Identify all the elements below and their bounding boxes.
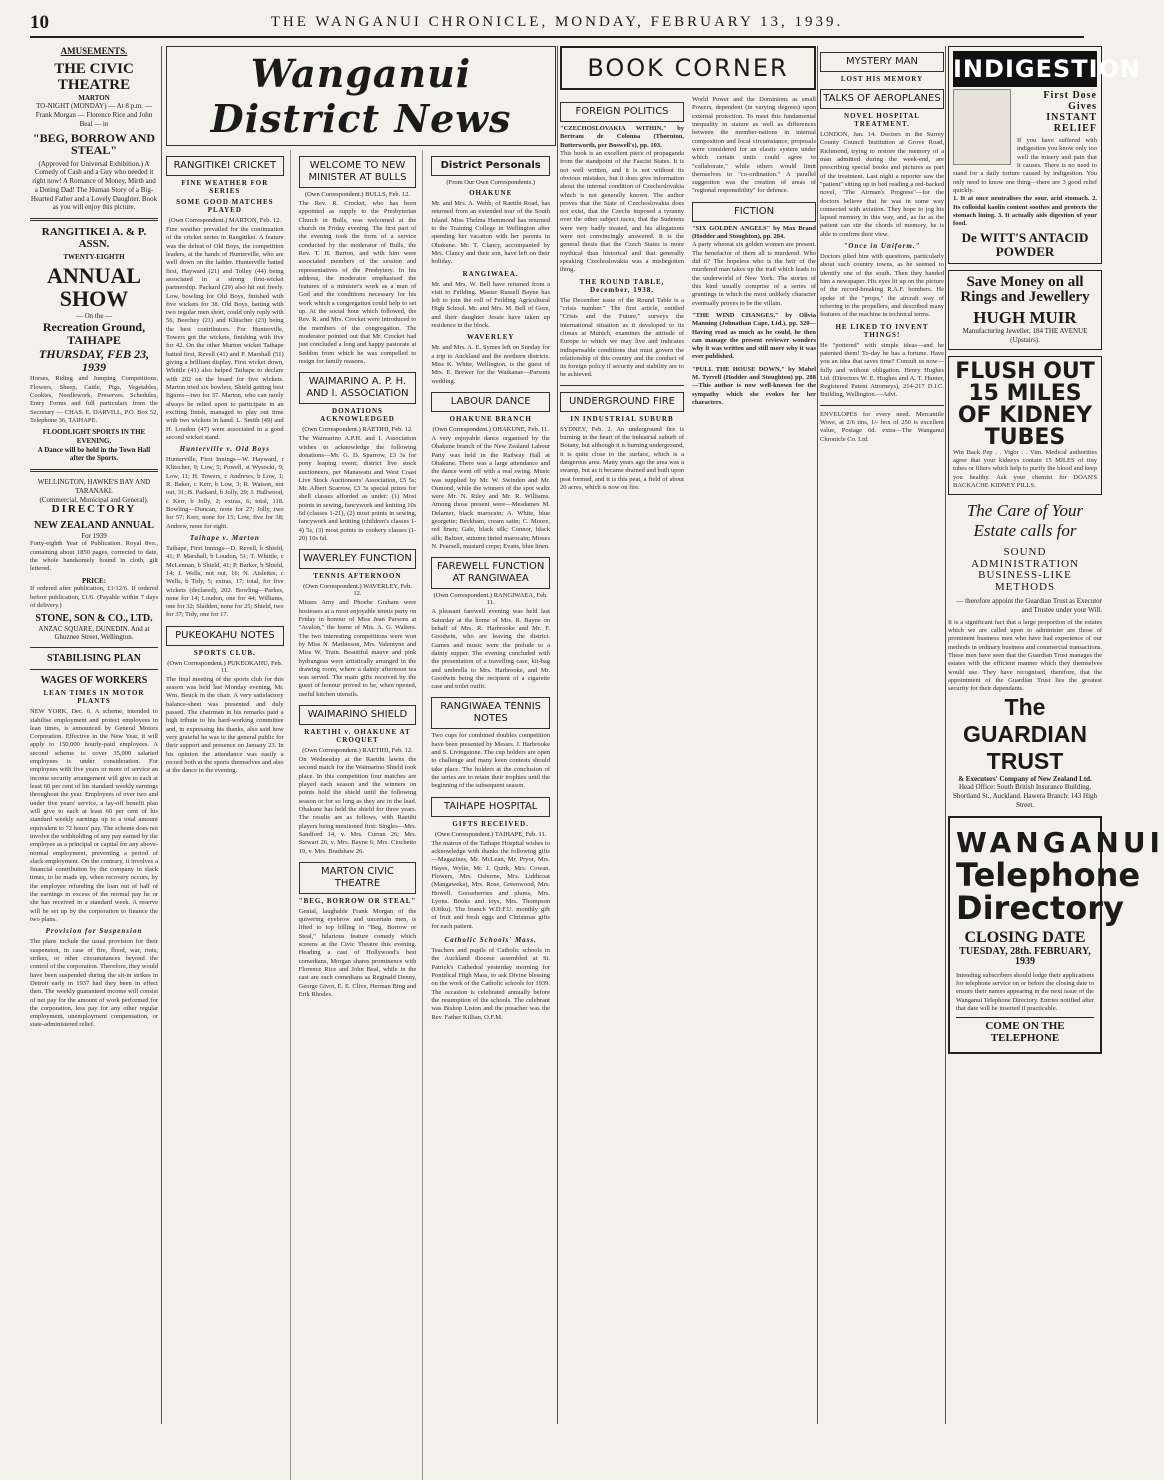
article-subheading: GIFTS RECEIVED. <box>452 819 529 828</box>
article-body: The December issue of the Round Table is a "crisis number." The first article, entitled "Crisis and the Future," surveys the international situation as it developed to its climax at Munich, examines the attitude of Europe to which we may live and indicates indispensable conditions that must govern the relationship of this country and the conduct of its foreign policy if security and stability are to be achieved. <box>560 296 684 379</box>
article-byline: (Own Correspondent.) RAETIHI, Feb. 12. <box>302 747 413 755</box>
wages-subheading: LEAN TIMES IN MOTOR PLANTS <box>43 689 145 706</box>
article-body: World Power and the Dominions as small Powers, dependent (in varying degrees) upon external protection. To meet this fundamental inequality in stature as well as differences between the member-nations in internal composition and local circumstance, proposals were considered for an elastic system under which certain units could agree to "collaborate," while others would limit themselves to "co-ordination." A parallel suggestion was the creation of areas of "regional responsibility" for defence. <box>692 96 816 195</box>
indigestion-body: If you have suffered with indigestion you know only too well the misery and pain that it causes. There is no need to stand for a daily torture caused by indigestion. You only need to know one thing—there are 3 good relief quickly. <box>953 137 1097 194</box>
stabilising-plan-heading: STABILISING PLAN <box>46 653 141 665</box>
scores-heading: Hunterville v. Old Boys <box>179 445 271 454</box>
kidney-advert <box>948 356 1102 496</box>
telephone-directory-title: Telephone Directory <box>956 855 1141 928</box>
wages-heading: WAGES OF WORKERS <box>40 675 148 687</box>
article-body: The final meeting of the sports club for this season was held last Monday evening, Mr. Wm. Beuck in the chair. A very satisfactory balance-sheet was presented and duly passed. The chairman in his remarks paid a high tribute to his hard-working committee and, in expressing his thanks, also said how very grateful he was to the general public for their support and presence on January 23. In his opinion the attendance was easily a record both at the sports themselves and also at the dance in the evening. <box>166 675 284 775</box>
article-heading: RANGITIKEI CRICKET <box>166 156 284 176</box>
indigestion-title: INDIGESTION <box>953 51 1097 87</box>
article-byline: (Own Correspondent.) PUKEOKAHU, Feb. 11. <box>167 659 283 674</box>
article-byline: (Own Correspondent.) OHAKUNE, Feb. 11. <box>432 425 549 433</box>
annual-show-title: ANNUAL SHOW <box>46 263 142 312</box>
article-subheading: RAETIHI v. OHAKUNE AT CROQUET <box>304 728 411 745</box>
show-venue: Recreation Ground, TAIHAPE <box>42 319 146 347</box>
annual-title: NEW ZEALAND ANNUAL <box>34 520 154 532</box>
article-subheading: SOME GOOD MATCHES PLAYED <box>176 198 274 214</box>
envelopes-advert: ENVELOPES for every need. Mercantile Wove, at 2/6 tins, 1/- box of 250 is excellent value, Postage 6d. extra—The Wanganui Chronicle Co. Ltd. <box>820 410 944 443</box>
district-news-section <box>166 46 556 1424</box>
article-byline: (Own Correspondent.) TAIHAPE, Feb. 11. <box>434 830 547 838</box>
article-body: LONDON, Jan. 14. Doctors in the Surrey County Council Institution at Grove Road, Richmond, trying to restore the memory of a man admitted during the week-end, are prescribing special books and pictures as part of the treatment. Last night a reporter saw the "patient" sitting up in bed reading a red-backed novel, "The Airman's Progress"—for the doctors believe that he was in some way connected with aviation. They hope to jog his lapsed memory in this way, and, as far as the patient can stir the chords of memory, he is able to confirm their view. <box>820 131 944 238</box>
article-subheading: DONATIONS ACKNOWLEDGED <box>320 407 395 424</box>
divider <box>30 647 158 648</box>
article-heading: WELCOME TO NEW MINISTER AT BULLS <box>299 156 417 188</box>
book-corner-left <box>560 96 684 1276</box>
book-corner-section <box>560 46 816 1424</box>
article-heading: WAIMARINO SHIELD <box>299 705 417 725</box>
article-body: A pleasant farewell evening was held last Saturday at the home of Mrs. R. Bayne on behalf of Mrs. R. Harbrooke and Mr. F. Goodwin, who are leaving the district. Games and music were the prelude to a dainty supper. The evening concluded with the presentation of a travelling case, kit-bag and umbrella to Mrs. Harbrooke, and Mr. Goodwin being the recipient of a cigarette case and toilet outfit. <box>431 608 550 691</box>
hugh-muir-brand: HUGH MUIR <box>973 308 1077 328</box>
wanganui-title: WANGANUI <box>956 825 1164 859</box>
article-heading: Catholic Schools' Mass. <box>444 936 537 945</box>
article-subheading: TENNIS AFTERNOON <box>313 572 402 581</box>
article-body: On Wednesday at the Raetihi lawns the second match for the Waimarino Shield took place. In this competition four matches are played each season and the winners on points hold the shield until the following season or for so long as they are in the lead. Ohakune has held the shield for three years. The results are as follows, with Raetihi players being mentioned first: Singles—Mrs. Sandford 14, v. Mrs. Curran 26; Mrs. Stewart 26, v. Mrs. Bayne 6; Mrs. Ciochetto 19, v. Mrs. Bradshaw 26. <box>298 756 417 855</box>
guardian-trust-subtitle: & Executors' Company of New Zealand Ltd. <box>958 774 1092 783</box>
guardian-trust-title: The GUARDIAN TRUST <box>963 693 1087 774</box>
article-byline: (Own Correspondent.) WAVERLEY, Feb. 12. <box>303 583 412 598</box>
article-heading: UNDERGROUND FIRE <box>560 392 684 412</box>
book-title: THE ROUND TABLE, December, 1938. <box>579 277 665 294</box>
article-body: Misses Amy and Phoebe Graham were hostesses at a most enjoyable tennis party on Friday in honour of Miss Jean Parsons at "Avalon," the home of Mrs. A. G. Walters. The two interesting competitions were won by Miss N. Mathieson, Mrs. Valentyne and Miss W. Train. Beautiful mauve and pink hydrangeas were artistically arranged in the drawing room, where a dainty afternoon tea was served. The main gifts received by the guest of honour proved to be, when opened, useful kitchen utensils. <box>298 599 417 698</box>
save-money-headline: Save Money on all Rings and Jewellery <box>960 273 1090 306</box>
article-body: Teachers and pupils of Catholic schools in the Auckland diocese assembled at St. Patrick's Cathedral yesterday morning for Pontifical High Mass, to ask Divine blessing on the work of the Catholic schools for 1939. The occasion is celebrated annually before the resumption of the schools. The celebrant was Bishop Liston and the preacher was the Rev. Father Killian, O.F.M. <box>431 947 550 1021</box>
book-title: "PULL THE HOUSE DOWN," by Mabel M. Tyrrell (Hodder and Stoughton) pp. 288—This author is now well-known for the sympathy which she evokes for her characters. <box>692 365 816 406</box>
article-body: The matron of the Taihape Hospital wishes to acknowledge with thanks the following gifts—Magazines, Mr. McLean, Mr. Pryor, Mrs. Hayes, Wylie, Mr. J. Quirk, Mrs. Cowan. Flowers, Mrs. Osborne, Mrs. Liddicoat (Mangaweka), Mrs. Rose, Greenwood, Mrs. Howell. Gooseberries and plums, Mrs. Lyons. Books and toys, Mrs. Thompson (Utiku). The branch W.D.F.U. monthly gift of fruit and fresh eggs and Christmas gifts for each patient. <box>431 839 550 930</box>
guardian-trust-offices: Head Office: South British Insurance Building, Shortland St., Auckland. Hawera Branch: 143 High Street. <box>952 783 1098 809</box>
directory-title: DIRECTORY <box>51 503 137 516</box>
district-news-left <box>166 150 291 1480</box>
theatre-time: TO-NIGHT (MONDAY) — At 8 p.m. — <box>36 102 152 111</box>
wages-body: NEW YORK, Dec. 6. A scheme, intended to stabilise employment and protect employees in lean times, is announced by General Motors Corporation. Effective in the New Year, it will apply to 150,000 hourly-paid employees. A second scheme to cover 35,000 salaried employees is under consideration. For employees with five years or more of service an income security arrangement will give to each at least 60 per cent of his standard weekly earnings throughout the year. Employees of over two and under five years' service, a lay-off benefit plan will give to each at least 60 per cent of his standard weekly earnings up to a total amount equivalent to 72 hours' pay. The scheme does not involve the withholding of any pay earned by the employee as a principal or capital for any above-normal employment, preventing a period of slack employment. On the contrary, it involves a financial contribution by the company in slack times, to be made up, when recovery occurs, by the employee refunding the loan out of half of the earnings in excess of the normal pay he or she has received in a standard week. A reserve will be set up by the corporation to finance the two plans. <box>30 708 158 924</box>
annual-description: Forty-eighth Year of Publication. Royal 8vo., containing about 1850 pages, corrected to date, the whole handsomely bound in cloth, gilt lettered. <box>30 540 158 573</box>
illustration-icon <box>953 89 1011 165</box>
article-heading: WAIMARINO A. P. H. AND I. ASSOCIATION <box>299 372 417 404</box>
care-body: It is a significant fact that a large proportion of the estates which we are called upon to administer are those of prominent business men who have had experience of our methods in ordinary business and commercial transactions. These men have seen that the Guardian Trust manages the estates with the efficient manner which they themselves would use. They have recognised, therefore, that the appointment of the Guardian Trust lies the greatest security for their dependants. <box>948 618 1102 693</box>
provision-heading: Provision for Suspension <box>45 927 143 936</box>
care-lead: — therefore appoint the Guardian Trust as Executor and Trustee under your Will. <box>956 597 1102 615</box>
article-body: Two cups for combined doubles competition have been presented by Messrs. J. Harbrooke and S. Livingstone. The cup holders are open to challenge and many keen contests should take place. The holders at the conclusion of the series are to retain their trophies until the beginning of the subsequent season. <box>431 732 550 790</box>
article-heading: FOREIGN POLITICS <box>560 102 684 122</box>
article-body: Mr. and Mrs. A. Webb, of Raetihi Road, has returned from an extended tour of the South Island. Miss Thelma Hammond has returned to the Training College in Wellington after spending her vacation with her parents in Ohakune. Mr. T. Clancy, accompanied by Mrs. Clancy and their son, have left on their holiday. <box>431 200 550 266</box>
district-news-right <box>431 150 556 1480</box>
care-subheadline: SOUND ADMINISTRATION BUSINESS-LIKE METHODS <box>970 546 1080 593</box>
directory-kind: (Commercial, Municipal and General). <box>39 495 149 504</box>
article-body: SYDNEY, Feb. 2. An underground fire is burning in the heart of the industrial suburb of Botany, but although it is burning underground, it is quite close to the surface, which is a dangerous area. Many years ago the area was a swamp, but as it became drained and built upon peat formed, and it is this peat, a field of about 20 acres, which is now on fire. <box>560 425 685 491</box>
article-byline: (Own Correspondent.) BULLS, Feb. 12. <box>304 191 411 198</box>
article-subheading: NOVEL HOSPITAL TREATMENT. <box>844 112 920 128</box>
place-heading: OHAKUNE <box>469 189 513 197</box>
book-title: "THE WIND CHANGES," by Olivia Manning (Johnathan Cape, Ltd.), pp. 320—Having read as much as he could, he then can manage the present reviewer wonders why it was written and still more why it was ever published. <box>692 311 816 361</box>
advert-heading: HE LIKED TO INVENT THINGS! <box>835 322 929 339</box>
price-label: PRICE: <box>81 576 107 585</box>
divider <box>30 218 158 221</box>
page-number: 10 <box>30 12 49 33</box>
article-heading: PUKEOKAHU NOTES <box>166 626 284 646</box>
article-heading: FAREWELL FUNCTION AT RANGIWAEA <box>431 557 550 589</box>
price-text: If ordered after publication, £1/12/6. If ordered before publication, £1/6. (Payable within 7 days of delivery.) <box>30 585 158 609</box>
directory-area: WELLINGTON, HAWKE'S BAY AND TARANAKI. <box>37 478 151 495</box>
divider <box>30 669 158 670</box>
divider <box>30 469 158 472</box>
show-organisation: RANGITIKEI A. & P. ASSN. <box>41 226 147 250</box>
show-description: Horses, Riding and Jumping Competitions, Flowers, Sheep, Cattle, Pigs, Vegetables, Cookies, Needlework, Preserves. Schedules, Entry Forms and full particulars from the Secretary — CHAS. E. DARVILL, P.O. Box 52, Telephone 36, TAIHAPE. <box>30 375 158 424</box>
indigestion-list: 1. It at once neutralises the sour, acid stomach. 2. Its colloidal kaolin content soothes and protects the stomach lining. 3. It actually aids digestion of your food. <box>953 195 1097 228</box>
guardian-trust-advert <box>948 501 1102 810</box>
article-body: Genial, laughable Frank Morgan of the quivering eyebrow and uncertain men, is lifted to top billing in "Beg, Borrow or Steal," hilarious feature comedy which screens at the Civic Theatre this evening. Heading a cast of Hollywood's best comedians, Morgan shares prominence with Florence Rice and John Beal, while in the cast are such comedians as Reginald Denny, George Givot, E. E. Clive, Herman Bing and Erik Rhodes. <box>298 907 417 998</box>
article-heading: RANGIWAEA TENNIS NOTES <box>431 697 550 729</box>
place-heading: RANGIWAEA. <box>462 269 519 278</box>
column-rule <box>161 46 162 1424</box>
provision-body: The plans include the usual provision for their suspension, in case of fire, flood, war, riots, strikes, or other circumstances beyond the control of the corporation. Therefore, they would have been suspended during the sit-in strikes in Detroit early in 1937 had they been in effect then. The weekly guaranteed income will consist of net pay for the amount of work performed for the corporation, less pay for any other regular employment, unemployment compensation, or state-administered relief. <box>30 938 158 1029</box>
amusements-heading: AMUSEMENTS. <box>60 46 128 56</box>
article-byline: (Own Correspondent.) MARTON, Feb. 12. <box>168 217 281 224</box>
theatre-cast: Frank Morgan — Florence Rice and John Beal — in <box>35 111 153 128</box>
column-rule <box>945 46 946 1424</box>
telephone-body: Intending subscribers should lodge their applications for telephone service on or before the closing date to ensure their names appearing in the next issue of the Wanganui Telephone Directory. Entries notified after that date will be inserted if practicable. <box>956 971 1094 1012</box>
jewellery-advert <box>948 270 1102 350</box>
masthead: THE WANGANUI CHRONICLE, MONDAY, FEBRUARY 13, 1939. <box>270 14 844 30</box>
article-heading: MARTON CIVIC THEATRE <box>299 862 417 894</box>
care-headline: The Care of Your Estate calls for <box>966 501 1084 541</box>
article-body: The Rev. R. Crocket, who has been appointed as supply to the Presbyterian Church in Bulls, was welcomed at the church on Friday evening. The first part of the evening took the form of a service conducted by the moderator of Bulls, the Rev. T. H. Burton, and with him were associated members of the session and representatives of the Presbytery. In his address, the moderator emphasised the features of a minister's work as a man of God and the conditions necessary for his work which a congregation could help to set up. At the social hour which followed, the Rev. R. and Mrs. Crocket were introduced to the members of the congregation. The moderator pointed out that Mr. Crocket had just concluded a long and happy pastorate at Seddon from which he was compelled to resign for family reasons. <box>298 200 417 365</box>
publisher-address: ANZAC SQUARE, DUNEDIN. And at Ghuznee Street, Wellington. <box>38 624 150 642</box>
floodlight-notice: FLOODLIGHT SPORTS IN THE EVENING. <box>42 428 146 445</box>
film-description: (Approved for Universal Exhibition.) A Comedy of Cash and a Guy who needed it right now! A Romance of Money, Mirth and a Doting Dad! The Human Story of a Big-Hearted Father and a Lovely Daughter. Book as you will enjoy this picture. <box>30 159 158 212</box>
mystery-man-column <box>820 46 944 1424</box>
annual-year: For 1939 <box>81 531 107 540</box>
article-heading: TAIHAPE HOSPITAL <box>431 797 550 817</box>
article-byline: (Own Correspondent.) RANGIWAEA, Feb. 11. <box>433 592 548 607</box>
article-byline: (Own Correspondent.) RAETIHI, Feb. 12. <box>302 426 413 434</box>
dewitt-brand: De WITT'S ANTACID POWDER <box>961 230 1089 260</box>
article-subheading: "BEG, BORROW OR STEAL" <box>298 896 417 905</box>
article-body: A very enjoyable dance organised by the Ohakune branch of the New Zealand Labour Party was held in the Railway Hall at Ohakune. There was a large attendance and the dance went off with a real swing. Music was supplied by Mr. W. Swinden and Mr. Osmond, while the winners of the spot waltz were Mr. N. Riley and Mr. R. Williams. Among those present were—Mesdames M. Delamer, black marocain; A. White, blue georgette; Beckham, cream satin; C. Moore, red linen; Gale, black silk; Connor, black silk; Baltzer, autumn tinted marocain; Misses N. Pearsell, mustard crepe; Evans, blue linen. <box>431 434 550 550</box>
article-byline: (From Our Own Correspondents.) <box>446 179 535 186</box>
film-title: "BEG, BORROW AND STEAL" <box>32 130 156 158</box>
scores-body: Hunterville, First Innings—W. Hayward, r Klitscher, 9; Low, 5; Powell, st Wysocki, 9; Low, 11; H. Towers, c Andrews, b Low, 1; R. Baker, c Kerr, b Low, 3; R. Watson, not out, 31; B. Packard, b Jolly, 29; J. Hallwood, c Kerr, b Jolly, 2; extras, 6; total, 118. Bowling—Duncan, none for 27; Jolly, two for 57; Kerr, none for 15; Low, five for 38; Andrew, none for eight. <box>166 456 284 530</box>
advert-body: He "pottered" with simple ideas—and he patented them! To-day he has a fortune. Have you an idea that saves time? Consult us now—fully and without obligation. Henry Hughes Ltd. (Directors W. E. Hughes and A. T. Hunter, Registered Patent Attorneys), 214-217 D.I.C. Building, Wellington.—Advt. <box>820 341 944 399</box>
scores-body: Taihape, First Innings—D. Revell, b Shield, 41; P. Marshall, b Loudon, 51; T. Whittle, c McLennan, b Shield, 41; P. Barker, b Shield, 14; J. Wells, not out, 16; N. Aislettes, c Wells, b Tidy, 5; extras, 17; total, for five wickets (declared), 202. Bowling—Parkes, none for 14; Loudon, one for 44; Williams, one for 32; Sladden, none for 25; Shield, two for 37; Tidy, one for 17. <box>166 544 284 619</box>
divider <box>560 385 684 386</box>
book-corner-right <box>692 96 816 1276</box>
column-rule <box>557 46 558 1424</box>
hugh-muir-address: Manufacturing Jeweller, 184 THE AVENUE (Upstairs). <box>962 327 1088 344</box>
book-title: "CZECHOSLOVAKIA WITHIN," by Bertram de Colonna (Thornton, Butterworth, per Boswell's), pp. 103. <box>560 125 684 149</box>
dance-notice: A Dance will be held in the Town Hall after the Sports. <box>37 445 151 463</box>
scores-heading: Taihape v. Marton <box>189 533 260 542</box>
article-heading: District Personals <box>431 156 550 176</box>
article-body: Doctors plied him with questions, particularly about such country towns, as he seemed to identify one of the south. Then they handed him a newspaper. His eyes lit up on the picture of the record-breaking R.A.F. bombers. He spoke of the "props," the aircraft way of referring to the propellers, and described many features of the machine in technical terms. <box>820 253 944 319</box>
article-body: Mr. and Mrs. A. E. Symes left on Sunday for a trip to Auckland and the northern districts. Miss K. White, Wellington, is the guest of Mrs. E. Brewer for the Waikanae—Parsons wedding. <box>431 344 550 385</box>
article-heading: LABOUR DANCE <box>431 392 550 412</box>
divider <box>820 405 944 406</box>
article-subheading: "Once in Uniform." <box>843 242 921 251</box>
page-header <box>30 12 1084 38</box>
article-heading: TALKS OF AEROPLANES <box>820 89 944 109</box>
column-rule <box>817 46 818 1424</box>
telephone-cta: COME ON THE TELEPHONE <box>956 1017 1094 1044</box>
district-news-middle <box>299 150 424 1480</box>
place-heading: WAVERLEY <box>466 333 515 342</box>
book-title: "SIX GOLDEN ANGELS" by Max Brand (Hodder and Stoughton), pp. 284. <box>692 224 816 241</box>
indigestion-subtitle: First Dose Gives INSTANT RELIEF <box>1043 90 1097 134</box>
flush-body: Win Back Pep . . Vigor . . Vim. Medical authorities agree that your kidneys contain 15 MILES of tiny tubes or filters which help to purify the blood and keep you healthy. Ask your chemist for DOAN'S BACKACHE KIDNEY PILLS. <box>953 448 1097 489</box>
article-heading: FICTION <box>692 202 816 222</box>
civic-theatre-title: THE CIVIC THEATRE <box>54 61 134 93</box>
article-subheading: IN INDUSTRIAL SUBURB <box>570 414 674 423</box>
article-subheading: SPORTS CLUB. <box>193 648 256 657</box>
article-heading: WAVERLEY FUNCTION <box>299 549 417 569</box>
district-news-title: Wanganui District News <box>166 46 556 146</box>
article-body: The Waimarino A.P.H. and I. Association wishes to acknowledge the following donations—Mr. G. D. Sparrow, £3 3s for pony leaping event; district live stock auctioneers, per Manawatu and West Coast Live Stock Auctioneers' Association, £5 5s; Mr. Albert Scarrow, £3 3s special prizes for shell classes afforded as under: (1) Most points in sewing, fancywork and knitting 10s 6d (classes 1-21), (2) most points in sewing, fancywork and knitting (children's classes 1-4) 5s, (3) most points in cookery classes (1-20) 10s 6d. <box>298 435 417 542</box>
article-subheading: OHAKUNE BRANCH <box>449 414 532 423</box>
show-date: THURSDAY, FEB 23, 1939 <box>38 347 150 374</box>
article-heading: MYSTERY MAN <box>820 52 944 72</box>
indigestion-advert <box>948 46 1142 264</box>
article-subheading: LOST HIS MEMORY <box>840 75 924 83</box>
flush-headline: FLUSH OUT 15 MILES OF KIDNEY TUBES <box>955 358 1095 450</box>
telephone-directory-advert <box>948 816 1164 1055</box>
book-corner-title: BOOK CORNER <box>560 46 816 90</box>
theatre-place: MARTON <box>78 93 110 102</box>
publisher-name: STONE, SON & CO., LTD. <box>35 613 153 625</box>
show-on: — On the — <box>75 312 113 321</box>
article-body: A party whereat six golden women are present. The benefactor of them all is murdered. Who did it? The hopeless who is the heir of the murdered man takes up the trail which leads to the underworld of New York. The stories of this kind usually comprise of a series of gruntings in which the most unlikely character eventually proves to be the villain. <box>692 241 816 307</box>
closing-date: TUESDAY, 28th. FEBRUARY, 1939 <box>959 945 1091 968</box>
show-count: TWENTY-EIGHTH <box>63 253 125 262</box>
article-subheading: FINE WEATHER FOR SERIES <box>181 179 269 195</box>
article-body: Mr. and Mrs. W. Bell have returned from a visit to Feilding. Master Russell Bayne has left to join the roll of Feilding Agricultural High School. Mr. and Mrs. M. Bell of Gore, and their daughter Jessie have taken up residence in the block. <box>431 280 550 330</box>
classifieds-column <box>30 46 158 1424</box>
closing-date-label: CLOSING DATE <box>964 928 1086 946</box>
article-body: This book is an excellent piece of propaganda from the standpoint of the Fascist States. It is not well written, and it is not without its obvious mistakes, but it does give information about the internal condition of Czechoslovakia which is not generally known. The author proves that the State of Czechoslovakia does not exist, that the Czechs imposed a tyranny over the other subject races, that the Sudetens were very badly treated, and his allegations were not convincingly answered. It is the general thesis that the Czech States is more mythical than historical and that generally speaking Czechoslovakia was a misbegotten thing. <box>560 149 684 274</box>
advertisements-column <box>948 46 1164 1424</box>
article-body: Fine weather prevailed for the continuation of the cricket series in Rangitikei. A feature was the defeat of Old Boys, the competition leaders, at the hands of Hunterville, who are well down on the ladder. Hunterville batted first, Hayward (21) and Tolley (44) being associated in a strong first-wicket partnership. Packard (29) also hit out freely. Low, bowling for Old Boys, finished with five wickets for 38. Old Boys, batting with two regular men short, could only reply with 56, Beechey (21) and Klitscher (23) being the best contributors. For Hunterville, Towers got the wickets, finishing with five for 42. On the other Marton wicket Taihape batted first, Revell (41) and P. Marshall (51) giving a brilliant display. First wicket down, Whittle (41) also helped Taihape to declare with 202 on the board for five wickets. Marton tried six bowlers, Shield getting best figures—two for 37. Marton, who can rarely always be relied upon to participate in an exciting finish, managed to play out time with two wickets in hand. L. Smith (49) and H. Loudon (47) were associated in a good second wicket stand. <box>166 226 284 441</box>
